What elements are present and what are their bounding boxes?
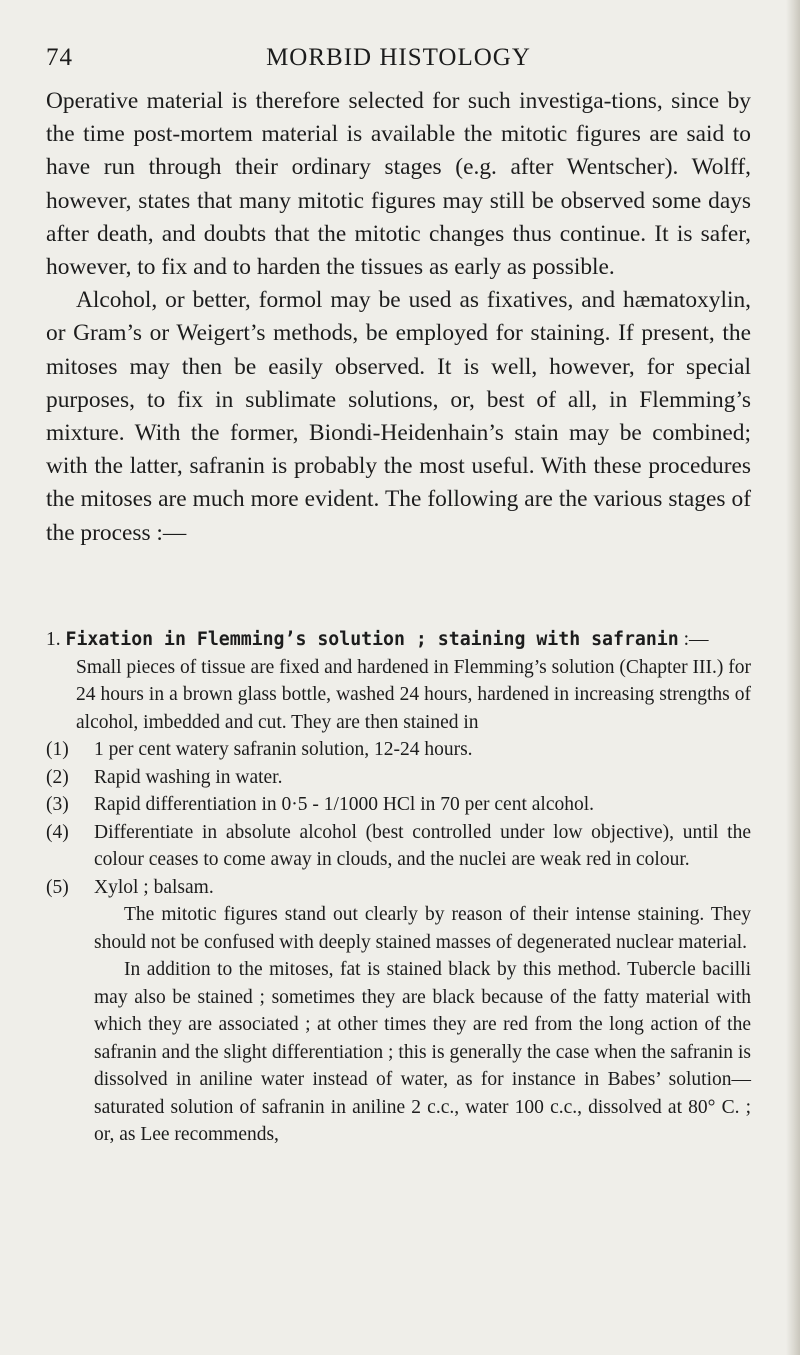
step-number: (3) bbox=[46, 794, 69, 815]
step-text: Xylol ; balsam. bbox=[94, 876, 214, 898]
step-item bbox=[46, 764, 751, 792]
section-heading bbox=[46, 626, 751, 654]
section-intro: Small pieces of tissue are fixed and hardened in Flemming’s solution (Chapter III.) for 24 hours in a brown glass bottle, washed 24 hours, hardened in increasing strengths of alcohol, imbedded and cut. They are then stained in bbox=[76, 656, 751, 733]
body-text bbox=[46, 85, 751, 550]
note-paragraph: In addition to the mitoses, fat is stained black by this method. Tubercle bacilli may also be stained ; sometimes they are black because of the fatty material with which they are associated ; at other times they are red from the long action of the safranin and the slight differentiation ; this is generally the case when the safranin is dissolved in aniline water instead of water, as for instance in Babes’ solution—saturated solution of safranin in aniline 2 c.c., water 100 c.c., dissolved at 80° C. ; or, as Lee recommends, bbox=[94, 959, 751, 1145]
step-number: (2) bbox=[46, 766, 69, 788]
step-item bbox=[46, 874, 751, 902]
staining-steps bbox=[46, 736, 751, 901]
step-text: Differentiate in absolute alcohol (best controlled under low objective), until the colour ceases to come away in clouds, and the nuclei are weak red in colour. bbox=[94, 821, 751, 870]
step-item bbox=[46, 736, 751, 764]
page-number: 74 bbox=[46, 44, 73, 71]
section-notes bbox=[46, 901, 751, 1149]
section-number: 1. bbox=[46, 629, 61, 650]
method-section bbox=[46, 626, 751, 1149]
section-heading-text: Fixation in Flemming’s solution ; staining with safranin bbox=[65, 629, 679, 650]
step-number: (5) bbox=[46, 876, 69, 898]
step-item bbox=[46, 819, 751, 874]
step-number: (1) bbox=[46, 739, 69, 760]
note-paragraph: The mitotic figures stand out clearly by reason of their intense staining. They should not be confused with deeply stained masses of degenerated nuclear material. bbox=[94, 904, 751, 953]
step-item bbox=[46, 791, 751, 819]
step-text: Rapid differentiation in 0·5 - 1/1000 HCl in 70 per cent alcohol. bbox=[94, 794, 595, 815]
step-text: Rapid washing in water. bbox=[94, 766, 283, 788]
paragraph-2: Alcohol, or better, formol may be used as fixatives, and hæmatoxylin, or Gram’s or Weigert’s methods, be employed for staining. If present, the mitoses may then be easily observed. It is well, however, for special purposes, to fix in sublimate solutions, or, best of all, in Flemming’s mixture. With the former, Biondi-Heidenhain’s stain may be combined; with the latter, safranin is probably the most useful. With these procedures the mitoses are much more evident. The following are the various stages of the process :— bbox=[46, 287, 751, 546]
section-heading-suffix: :— bbox=[683, 629, 709, 650]
running-title: MORBID HISTOLOGY bbox=[266, 44, 531, 71]
paragraph-1: Operative material is therefore selected for such investiga-tions, since by the time post-mortem material is available the mitotic figures are said to have run through their ordinary stages (e.g. after Wentscher). Wolff, however, states that many mitotic figures may still be observed some days after death, and doubts that the mitotic changes thus continue. It is safer, however, to fix and to harden the tissues as early as possible. bbox=[46, 88, 751, 281]
step-number: (4) bbox=[46, 821, 69, 843]
step-text: 1 per cent watery safranin solution, 12-24 hours. bbox=[94, 739, 473, 760]
